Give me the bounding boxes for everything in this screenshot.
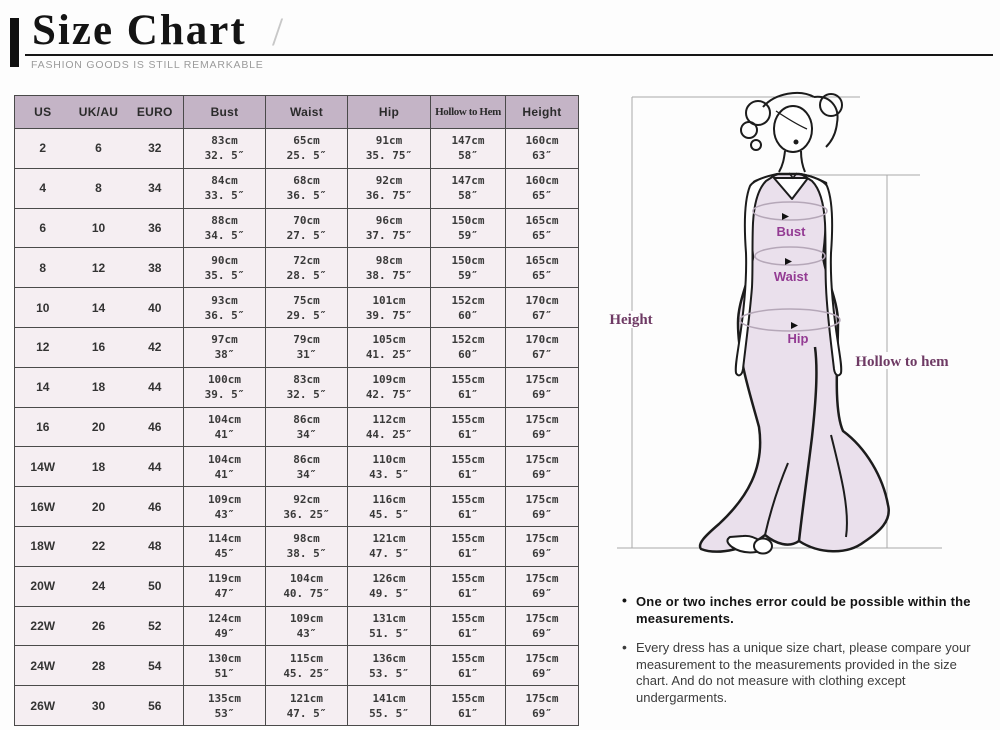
size-cell: 50: [127, 566, 184, 606]
size-cell: 20: [71, 487, 127, 527]
size-cell: 24: [71, 566, 127, 606]
measurement-cell: 98cm 38. 75″: [348, 248, 431, 288]
size-cell: 4: [15, 168, 71, 208]
column-header: UK/AU: [71, 96, 127, 129]
measurement-cell: 119cm 47″: [184, 566, 266, 606]
measurement-cell: 155cm 61″: [431, 566, 506, 606]
measurement-cell: 109cm 43″: [184, 487, 266, 527]
measurement-cell: 90cm 35. 5″: [184, 248, 266, 288]
measurement-cell: 96cm 37. 75″: [348, 208, 431, 248]
size-cell: 36: [127, 208, 184, 248]
table-row: [15, 487, 579, 527]
size-cell: 20W: [15, 566, 71, 606]
measurement-cell: 124cm 49″: [184, 606, 266, 646]
hollow-to-hem-label: Hollow to hem: [855, 354, 949, 370]
column-header: Hollow to Hem: [431, 96, 506, 129]
measurement-cell: 175cm 69″: [506, 487, 579, 527]
column-header: Bust: [184, 96, 266, 129]
measurement-cell: 155cm 61″: [431, 686, 506, 726]
measurement-cell: 75cm 29. 5″: [266, 288, 348, 328]
title-slash: /: [272, 9, 284, 54]
size-cell: 28: [71, 646, 127, 686]
measurement-cell: 175cm 69″: [506, 526, 579, 566]
hip-label: Hip: [787, 331, 809, 346]
page-title: Size Chart: [32, 7, 247, 54]
bust-label: Bust: [776, 224, 806, 239]
size-cell: 16: [15, 407, 71, 447]
size-cell: 34: [127, 168, 184, 208]
measurement-cell: 126cm 49. 5″: [348, 566, 431, 606]
measurement-cell: 175cm 69″: [506, 686, 579, 726]
measurement-cell: 72cm 28. 5″: [266, 248, 348, 288]
size-cell: 12: [15, 327, 71, 367]
measurement-cell: 147cm 58″: [431, 168, 506, 208]
measurement-cell: 104cm 41″: [184, 407, 266, 447]
measurement-cell: 92cm 36. 75″: [348, 168, 431, 208]
measurement-cell: 91cm 35. 75″: [348, 129, 431, 169]
size-cell: 2: [15, 129, 71, 169]
size-cell: 18W: [15, 526, 71, 566]
measurement-cell: 104cm 41″: [184, 447, 266, 487]
table-row: [15, 407, 579, 447]
size-cell: 10: [15, 288, 71, 328]
measurement-cell: 112cm 44. 25″: [348, 407, 431, 447]
size-cell: 14: [71, 288, 127, 328]
measurement-cell: 121cm 47. 5″: [348, 526, 431, 566]
height-label: Height: [609, 312, 653, 328]
size-cell: 16: [71, 327, 127, 367]
measurement-cell: 83cm 32. 5″: [184, 129, 266, 169]
size-cell: 14: [15, 367, 71, 407]
measurement-cell: 155cm 61″: [431, 407, 506, 447]
size-cell: 8: [71, 168, 127, 208]
measurement-cell: 170cm 67″: [506, 327, 579, 367]
measurement-cell: 92cm 36. 25″: [266, 487, 348, 527]
measurement-cell: 101cm 39. 75″: [348, 288, 431, 328]
measurement-cell: 116cm 45. 5″: [348, 487, 431, 527]
measurement-cell: 175cm 69″: [506, 447, 579, 487]
size-cell: 16W: [15, 487, 71, 527]
column-header: Height: [506, 96, 579, 129]
measurement-cell: 155cm 61″: [431, 526, 506, 566]
measurement-cell: 109cm 43″: [266, 606, 348, 646]
size-cell: 30: [71, 686, 127, 726]
size-cell: 10: [71, 208, 127, 248]
waist-label: Waist: [773, 269, 809, 284]
measurement-cell: 121cm 47. 5″: [266, 686, 348, 726]
size-cell: 42: [127, 327, 184, 367]
size-cell: 6: [15, 208, 71, 248]
table-row: [15, 447, 579, 487]
size-cell: 6: [71, 129, 127, 169]
measurement-cell: 155cm 61″: [431, 487, 506, 527]
title-accent-bar: [10, 18, 19, 67]
table-row: [15, 129, 579, 169]
size-cell: 48: [127, 526, 184, 566]
column-header: EURO: [127, 96, 184, 129]
measurement-cell: 97cm 38″: [184, 327, 266, 367]
measurement-cell: 155cm 61″: [431, 447, 506, 487]
size-table: [14, 95, 579, 726]
size-cell: 26W: [15, 686, 71, 726]
measurement-cell: 70cm 27. 5″: [266, 208, 348, 248]
measurement-cell: 155cm 61″: [431, 367, 506, 407]
column-header: US: [15, 96, 71, 129]
size-cell: 8: [15, 248, 71, 288]
table-row: [15, 367, 579, 407]
note-item: • One or two inches error could be possible within the measurements.: [620, 593, 992, 627]
measurement-cell: 115cm 45. 25″: [266, 646, 348, 686]
note-item: • Every dress has a unique size chart, please compare your measurement to the measurements provided in the size chart. And do not measure with clothing except undergarments.: [620, 640, 992, 706]
table-row: [15, 526, 579, 566]
size-cell: 32: [127, 129, 184, 169]
table-row: [15, 327, 579, 367]
measurement-cell: 131cm 51. 5″: [348, 606, 431, 646]
size-cell: 14W: [15, 447, 71, 487]
size-table-header-row: [15, 96, 579, 129]
measurement-cell: 152cm 60″: [431, 288, 506, 328]
measurement-cell: 79cm 31″: [266, 327, 348, 367]
table-row: [15, 208, 579, 248]
column-header: Hip: [348, 96, 431, 129]
measurement-cell: 65cm 25. 5″: [266, 129, 348, 169]
measurement-cell: 170cm 67″: [506, 288, 579, 328]
measurement-cell: 165cm 65″: [506, 248, 579, 288]
size-cell: 26: [71, 606, 127, 646]
column-header: Waist: [266, 96, 348, 129]
measurement-cell: 175cm 69″: [506, 367, 579, 407]
size-cell: 22: [71, 526, 127, 566]
measurement-cell: 105cm 41. 25″: [348, 327, 431, 367]
measurement-cell: 114cm 45″: [184, 526, 266, 566]
size-cell: 18: [71, 447, 127, 487]
table-row: [15, 686, 579, 726]
measurement-cell: 152cm 60″: [431, 327, 506, 367]
measurement-cell: 135cm 53″: [184, 686, 266, 726]
size-cell: 44: [127, 367, 184, 407]
measurement-cell: 110cm 43. 5″: [348, 447, 431, 487]
measurement-cell: 165cm 65″: [506, 208, 579, 248]
table-row: [15, 248, 579, 288]
measurement-cell: 84cm 33. 5″: [184, 168, 266, 208]
measurement-cell: 136cm 53. 5″: [348, 646, 431, 686]
measurement-cell: 100cm 39. 5″: [184, 367, 266, 407]
measurement-cell: 98cm 38. 5″: [266, 526, 348, 566]
page-subtitle: FASHION GOODS IS STILL REMARKABLE: [31, 59, 264, 71]
size-cell: 18: [71, 367, 127, 407]
measurement-cell: 175cm 69″: [506, 646, 579, 686]
measurement-cell: 150cm 59″: [431, 248, 506, 288]
size-cell: 56: [127, 686, 184, 726]
table-row: [15, 566, 579, 606]
measurement-cell: 83cm 32. 5″: [266, 367, 348, 407]
measurement-cell: 155cm 61″: [431, 606, 506, 646]
measurement-cell: 141cm 55. 5″: [348, 686, 431, 726]
measurement-cell: 175cm 69″: [506, 407, 579, 447]
measurement-cell: 160cm 63″: [506, 129, 579, 169]
notes-list: [620, 593, 992, 719]
size-table-body: [15, 129, 579, 726]
size-cell: 46: [127, 487, 184, 527]
size-cell: 24W: [15, 646, 71, 686]
table-row: [15, 288, 579, 328]
measurement-cell: 130cm 51″: [184, 646, 266, 686]
measurement-cell: 104cm 40. 75″: [266, 566, 348, 606]
measurement-cell: 150cm 59″: [431, 208, 506, 248]
measurement-cell: 88cm 34. 5″: [184, 208, 266, 248]
measurement-cell: 155cm 61″: [431, 646, 506, 686]
shoe: [727, 536, 772, 554]
table-row: [15, 646, 579, 686]
measurement-cell: 147cm 58″: [431, 129, 506, 169]
title-rule: [25, 54, 993, 56]
size-cell: 54: [127, 646, 184, 686]
measurement-figure: [600, 85, 1000, 565]
size-cell: 46: [127, 407, 184, 447]
size-cell: 22W: [15, 606, 71, 646]
measurement-cell: 160cm 65″: [506, 168, 579, 208]
measurement-cell: 93cm 36. 5″: [184, 288, 266, 328]
measurement-cell: 109cm 42. 75″: [348, 367, 431, 407]
mouth-dot: [794, 140, 799, 145]
size-cell: 52: [127, 606, 184, 646]
size-cell: 44: [127, 447, 184, 487]
measurement-cell: 175cm 69″: [506, 606, 579, 646]
size-cell: 40: [127, 288, 184, 328]
measurement-cell: 86cm 34″: [266, 447, 348, 487]
dress-illustration: [600, 85, 1000, 565]
size-cell: 12: [71, 248, 127, 288]
table-row: [15, 606, 579, 646]
measurement-cell: 86cm 34″: [266, 407, 348, 447]
size-cell: 38: [127, 248, 184, 288]
size-cell: 20: [71, 407, 127, 447]
measurement-cell: 68cm 36. 5″: [266, 168, 348, 208]
measurement-cell: 175cm 69″: [506, 566, 579, 606]
table-row: [15, 168, 579, 208]
